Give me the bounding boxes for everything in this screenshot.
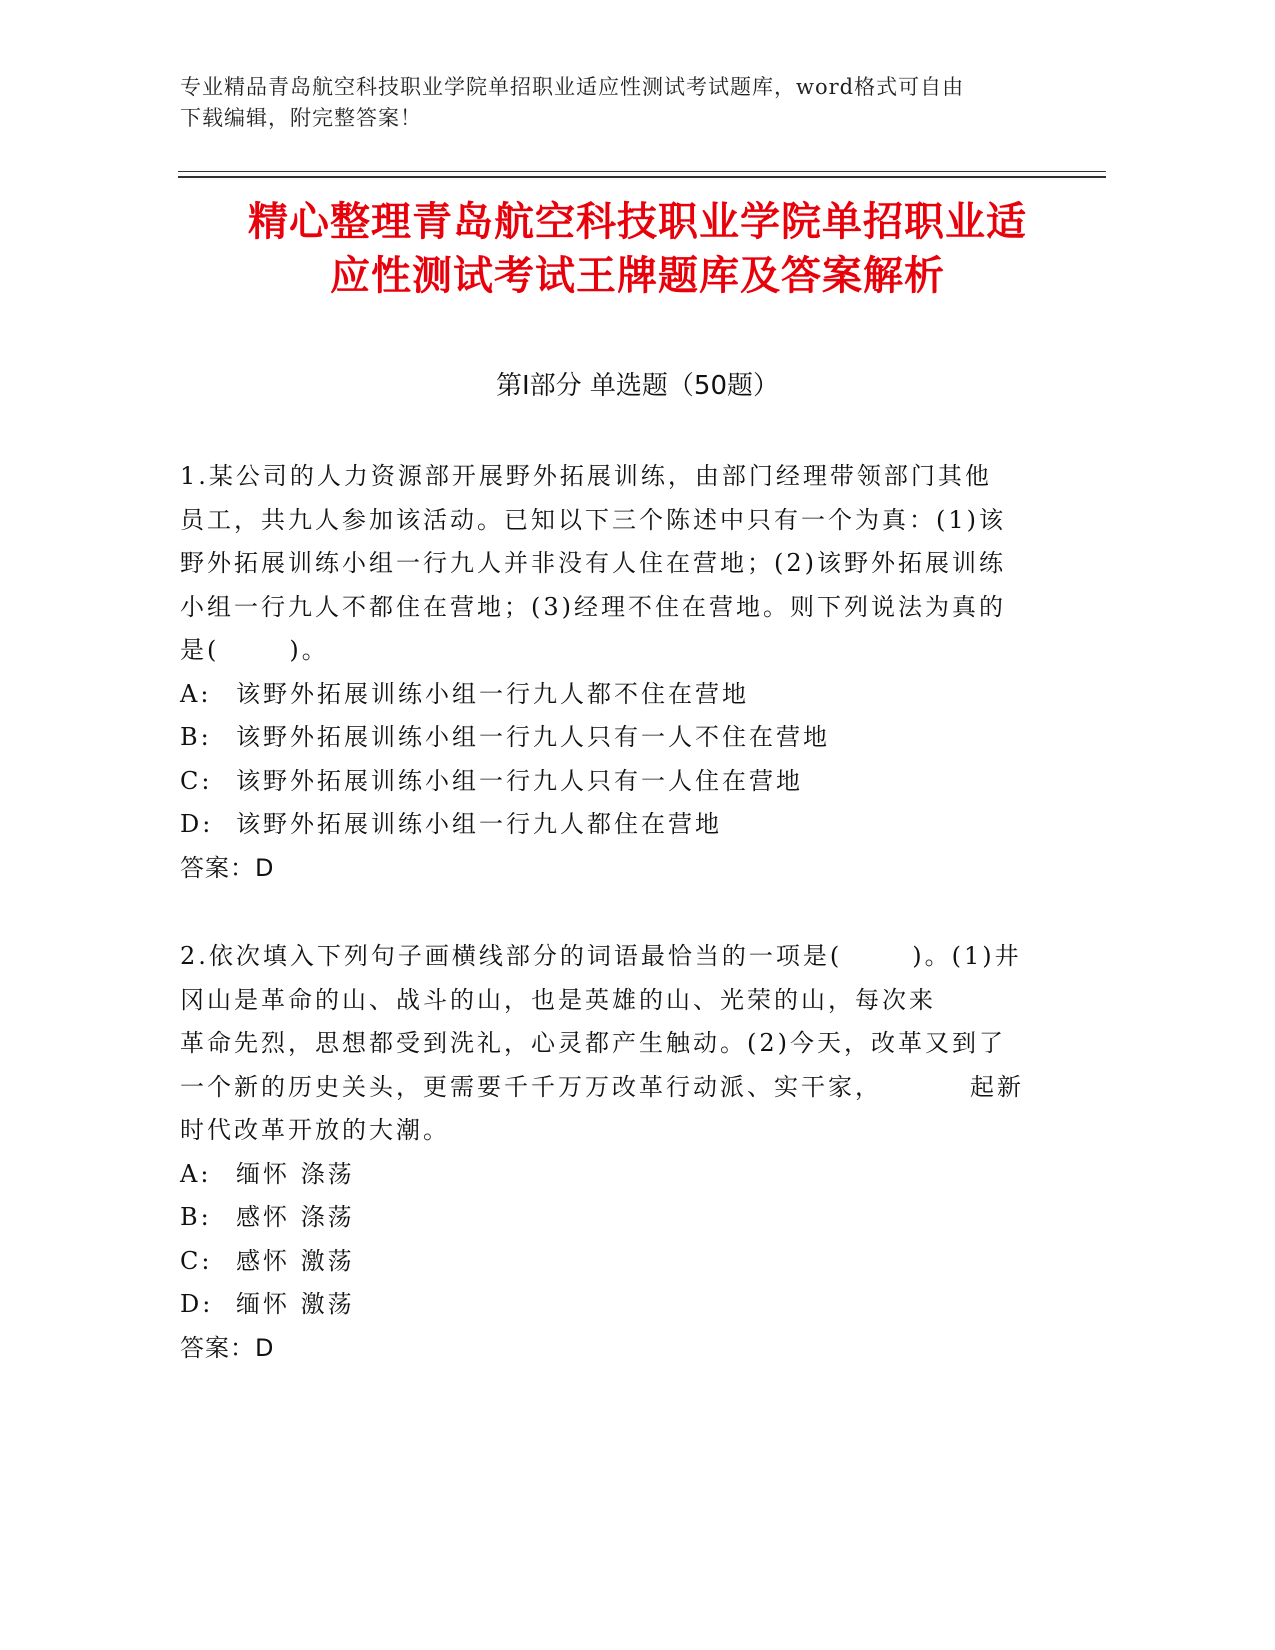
question-stem [180, 455, 1040, 673]
option-key: D: [180, 1290, 214, 1318]
header-note [180, 72, 1080, 134]
option-text: 感怀 涤荡 [236, 1203, 355, 1231]
option-d [180, 803, 1040, 847]
option-key: B: [180, 723, 212, 751]
option-a [180, 1153, 1040, 1197]
stem-line: 时代改革开放的大潮。 [180, 1116, 450, 1144]
stem-line: 冈山是革命的山、战斗的山，也是英雄的山、光荣的山，每次来 [180, 985, 936, 1014]
option-text: 缅怀 激荡 [236, 1290, 355, 1318]
stem-text: 起新 [970, 1072, 1024, 1101]
answer-line: 答案：D [180, 1333, 275, 1362]
option-b [180, 1196, 1040, 1240]
header-note-line: 下载编辑，附完整答案！ [180, 106, 422, 130]
option-text: 该野外拓展训练小组一行九人都不住在营地 [236, 679, 749, 708]
stem-line [180, 935, 1040, 979]
option-key: B: [180, 1203, 212, 1231]
stem-text: 一个新的历史关头，更需要千千万万改革行动派、实干家， [180, 1072, 882, 1101]
stem-text: )。(1)井 [912, 942, 1022, 970]
stem-line: 革命先烈，思想都受到洗礼，心灵都产生触动。(2)今天，改革又到了 [180, 1029, 1006, 1057]
option-key: A: [180, 1159, 212, 1188]
answer-line: 答案：D [180, 853, 275, 882]
header-note-line: 专业精品青岛航空科技职业学院单招职业适应性测试考试题库，word格式可自由 [180, 75, 965, 99]
stem-line: 1.某公司的人力资源部开展野外拓展训练，由部门经理带领部门其他 [180, 462, 992, 490]
question-stem [180, 935, 1040, 1153]
stem-line: 野外拓展训练小组一行九人并非没有人住在营地；(2)该野外拓展训练 [180, 549, 1006, 577]
stem-line: 小组一行九人不都住在营地；(3)经理不住在营地。则下列说法为真的 [180, 592, 1006, 621]
option-b [180, 716, 1040, 760]
header-divider-thin [178, 171, 1106, 172]
question-1 [180, 455, 1040, 890]
option-key: C: [180, 766, 213, 795]
option-key: D: [180, 810, 214, 838]
option-text: 该野外拓展训练小组一行九人只有一人不住在营地 [236, 723, 830, 751]
option-text: 该野外拓展训练小组一行九人只有一人住在营地 [236, 766, 803, 795]
option-key: A: [180, 679, 212, 708]
header-divider-thick [178, 176, 1106, 178]
stem-line [180, 629, 1040, 673]
option-text: 该野外拓展训练小组一行九人都住在营地 [236, 810, 722, 838]
option-c [180, 1240, 1040, 1284]
stem-line [180, 1066, 1040, 1110]
option-c [180, 760, 1040, 804]
option-a [180, 673, 1040, 717]
stem-text: 是( [180, 636, 220, 664]
stem-text: )。 [289, 636, 329, 664]
option-text: 缅怀 涤荡 [236, 1159, 355, 1188]
option-text: 感怀 激荡 [236, 1246, 355, 1275]
stem-text: 2.依次填入下列句子画横线部分的词语最恰当的一项是( [180, 942, 843, 970]
document-title [140, 195, 1135, 303]
question-2 [180, 935, 1040, 1370]
title-line: 应性测试考试王牌题库及答案解析 [330, 253, 945, 299]
title-line: 精心整理青岛航空科技职业学院单招职业适 [248, 199, 1027, 245]
option-key: C: [180, 1246, 213, 1275]
section-heading: 第Ⅰ部分 单选题（50题） [495, 371, 780, 401]
option-d [180, 1283, 1040, 1327]
stem-line: 员工，共九人参加该活动。已知以下三个陈述中只有一个为真：(1)该 [180, 505, 1006, 534]
